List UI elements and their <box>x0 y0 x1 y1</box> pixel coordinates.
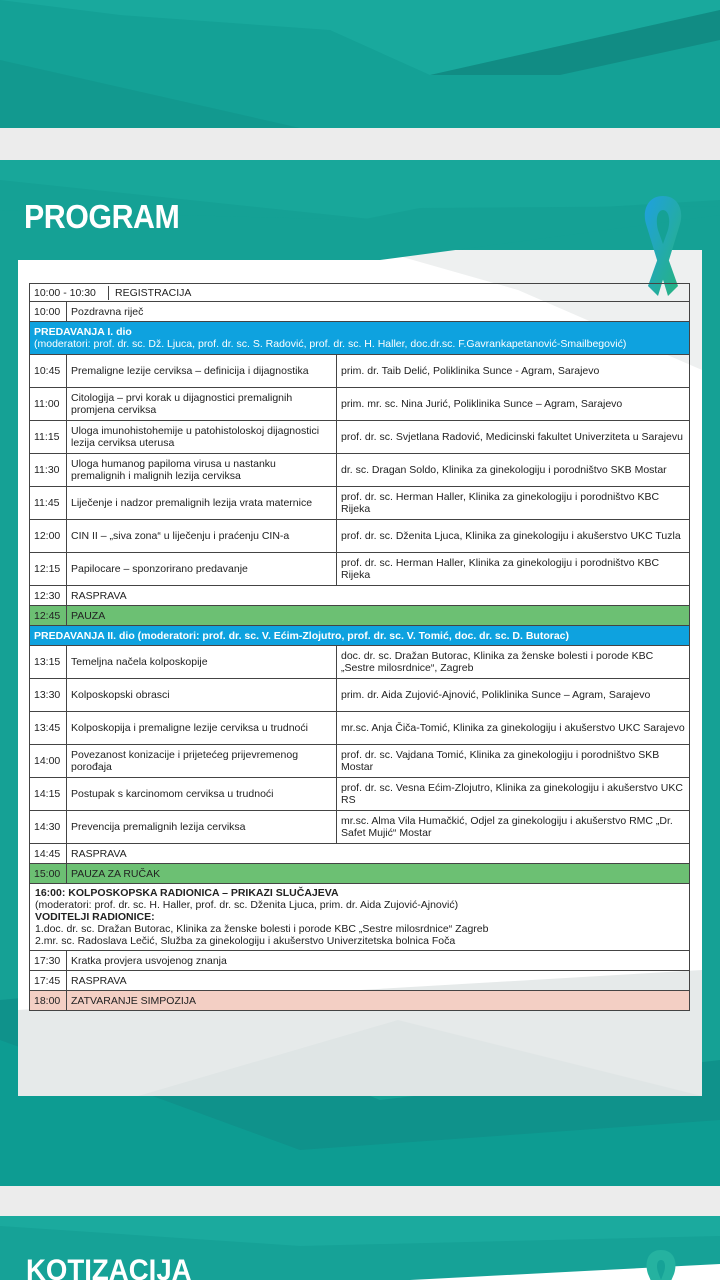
talk-topic: Citologija – prvi korak u dijagnostici premalignih promjena cerviksa <box>67 388 337 421</box>
program-row <box>30 487 690 520</box>
talk-topic: Povezanost konizacije i prijetećeg prijevremenog porođaja <box>67 745 337 778</box>
row-time: 12:30 <box>30 586 67 606</box>
row-time: 10:00 <box>30 302 67 322</box>
program-row <box>30 355 690 388</box>
awareness-ribbon-icon-small <box>636 1248 686 1280</box>
kotizacija-title: KOTIZACIJA <box>26 1254 192 1280</box>
talk-speaker: mr.sc. Anja Čiča-Tomić, Klinika za ginekologiju i akušerstvo UKC Sarajevo <box>337 712 690 745</box>
program-row <box>30 811 690 844</box>
talk-speaker: prim. dr. Aida Zujović-Ajnović, Poliklinika Sunce – Agram, Sarajevo <box>337 679 690 712</box>
program-card <box>0 160 720 1186</box>
program-row <box>30 421 690 454</box>
talk-topic: Kolposkopski obrasci <box>67 679 337 712</box>
program-title: PROGRAM <box>24 198 180 235</box>
program-row <box>30 322 690 355</box>
talk-topic: Liječenje i nadzor premalignih lezija vrata maternice <box>67 487 337 520</box>
separator-gap-2 <box>0 1186 720 1216</box>
talk-speaker: prof. dr. sc. Herman Haller, Klinika za ginekologiju i porodništvo KBC Rijeka <box>337 487 690 520</box>
workshop-block <box>30 884 690 951</box>
row-time: 13:15 <box>30 646 67 679</box>
row-label: Pozdravna riječ <box>67 302 690 322</box>
talk-speaker: doc. dr. sc. Dražan Butorac, Klinika za ženske bolesti i porode KBC „Sestre milosrdnice“, Zagreb <box>337 646 690 679</box>
program-row <box>30 454 690 487</box>
registration-cell <box>30 284 690 302</box>
program-table <box>29 283 690 1011</box>
workshop-leaders-title: VODITELJI RADIONICE: <box>35 911 155 923</box>
workshop-leader: 2.mr. sc. Radoslava Lečić, Služba za ginekologiju i akušerstvo Univerzitetska bolnica Foča <box>35 935 456 947</box>
program-row <box>30 520 690 553</box>
row-label: RASPRAVA <box>67 971 690 991</box>
talk-topic: Postupak s karcinomom cerviksa u trudnoći <box>67 778 337 811</box>
program-row <box>30 679 690 712</box>
row-time: 14:30 <box>30 811 67 844</box>
talk-speaker: prof. dr. sc. Vesna Ećim-Zlojutro, Klinika za ginekologiju i akušerstvo UKC RS <box>337 778 690 811</box>
talk-speaker: prim. mr. sc. Nina Jurić, Poliklinika Sunce – Agram, Sarajevo <box>337 388 690 421</box>
talk-speaker: prof. dr. sc. Dženita Ljuca, Klinika za ginekologiju i akušerstvo UKC Tuzla <box>337 520 690 553</box>
row-label: REGISTRACIJA <box>115 286 192 299</box>
row-label: RASPRAVA <box>67 586 690 606</box>
row-time: 11:45 <box>30 487 67 520</box>
talk-topic: Uloga imunohistohemije u patohistoloskoj dijagnostici lezija cerviksa uterusa <box>67 421 337 454</box>
section-header <box>30 626 690 646</box>
talk-topic: Prevencija premalignih lezija cerviksa <box>67 811 337 844</box>
talk-speaker: prim. dr. Taib Delić, Poliklinika Sunce - Agram, Sarajevo <box>337 355 690 388</box>
row-time: 17:30 <box>30 951 67 971</box>
program-row <box>30 606 690 626</box>
program-row <box>30 626 690 646</box>
row-time: 10:00 - 10:30 <box>30 286 109 300</box>
row-time: 10:45 <box>30 355 67 388</box>
talk-speaker: prof. dr. sc. Vajdana Tomić, Klinika za ginekologiju i porodništvo SKB Mostar <box>337 745 690 778</box>
program-row <box>30 991 690 1011</box>
section-moderators: (moderatori: prof. dr. sc. Dž. Ljuca, prof. dr. sc. S. Radović, prof. dr. sc. H. Haller, doc.dr.sc. F.Gavrankapetanović-Smailbegović) <box>34 338 627 350</box>
program-row <box>30 586 690 606</box>
section-title: PREDAVANJA I. dio <box>34 326 132 338</box>
workshop-leader: 1.doc. dr. sc. Dražan Butorac, Klinika za ženske bolesti i porode KBC „Sestre milosrdnice“ Zagreb <box>35 923 489 935</box>
talk-speaker: prof. dr. sc. Herman Haller, Klinika za ginekologiju i porodništvo KBC Rijeka <box>337 553 690 586</box>
program-row <box>30 951 690 971</box>
program-row <box>30 778 690 811</box>
row-time: 13:30 <box>30 679 67 712</box>
row-time: 17:45 <box>30 971 67 991</box>
top-band-decoration <box>0 0 720 128</box>
talk-speaker: dr. sc. Dragan Soldo, Klinika za ginekologiju i porodništvo SKB Mostar <box>337 454 690 487</box>
program-row <box>30 284 690 302</box>
row-time: 14:45 <box>30 844 67 864</box>
program-row <box>30 844 690 864</box>
separator-gap <box>0 128 720 160</box>
program-row <box>30 971 690 991</box>
program-row <box>30 388 690 421</box>
row-time: 18:00 <box>30 991 67 1011</box>
talk-speaker: prof. dr. sc. Svjetlana Radović, Medicinski fakultet Univerziteta u Sarajevu <box>337 421 690 454</box>
program-row <box>30 646 690 679</box>
row-time: 12:45 <box>30 606 67 626</box>
program-row <box>30 712 690 745</box>
row-time: 12:00 <box>30 520 67 553</box>
workshop-moderators: (moderatori: prof. dr. sc. H. Haller, prof. dr. sc. Dženita Ljuca, prim. dr. Aida Zujović-Ajnović) <box>35 899 459 911</box>
talk-topic: Uloga humanog papiloma virusa u nastanku premalignih i malignih lezija cerviksa <box>67 454 337 487</box>
row-label: PAUZA <box>67 606 690 626</box>
row-time: 11:30 <box>30 454 67 487</box>
section-header <box>30 322 690 355</box>
talk-topic: Kolposkopija i premaligne lezije cerviksa u trudnoći <box>67 712 337 745</box>
section-title: PREDAVANJA II. dio (moderatori: prof. dr. sc. V. Ećim-Zlojutro, prof. dr. sc. V. Tomić, doc. dr. sc. D. Butorac) <box>34 629 570 642</box>
talk-speaker: mr.sc. Alma Vila Humačkić, Odjel za ginekologiju i akušerstvo RMC „Dr. Safet Mujić“ Mostar <box>337 811 690 844</box>
program-row <box>30 864 690 884</box>
row-label: PAUZA ZA RUČAK <box>67 864 690 884</box>
top-teal-band <box>0 0 720 128</box>
row-time: 14:15 <box>30 778 67 811</box>
row-time: 11:00 <box>30 388 67 421</box>
row-label: ZATVARANJE SIMPOZIJA <box>67 991 690 1011</box>
program-row <box>30 745 690 778</box>
row-time: 14:00 <box>30 745 67 778</box>
row-label: RASPRAVA <box>67 844 690 864</box>
talk-topic: Papilocare – sponzorirano predavanje <box>67 553 337 586</box>
row-time: 12:15 <box>30 553 67 586</box>
row-time: 13:45 <box>30 712 67 745</box>
talk-topic: Temeljna načela kolposkopije <box>67 646 337 679</box>
talk-topic: CIN II – „siva zona“ u liječenju i praćenju CIN-a <box>67 520 337 553</box>
row-time: 15:00 <box>30 864 67 884</box>
program-row <box>30 553 690 586</box>
workshop-title: 16:00: KOLPOSKOPSKA RADIONICA – PRIKAZI SLUČAJEVA <box>35 887 339 899</box>
kotizacija-section <box>0 1216 720 1280</box>
row-label: Kratka provjera usvojenog znanja <box>67 951 690 971</box>
talk-topic: Premaligne lezije cerviksa – definicija i dijagnostika <box>67 355 337 388</box>
row-time: 11:15 <box>30 421 67 454</box>
program-row <box>30 302 690 322</box>
program-row <box>30 884 690 951</box>
